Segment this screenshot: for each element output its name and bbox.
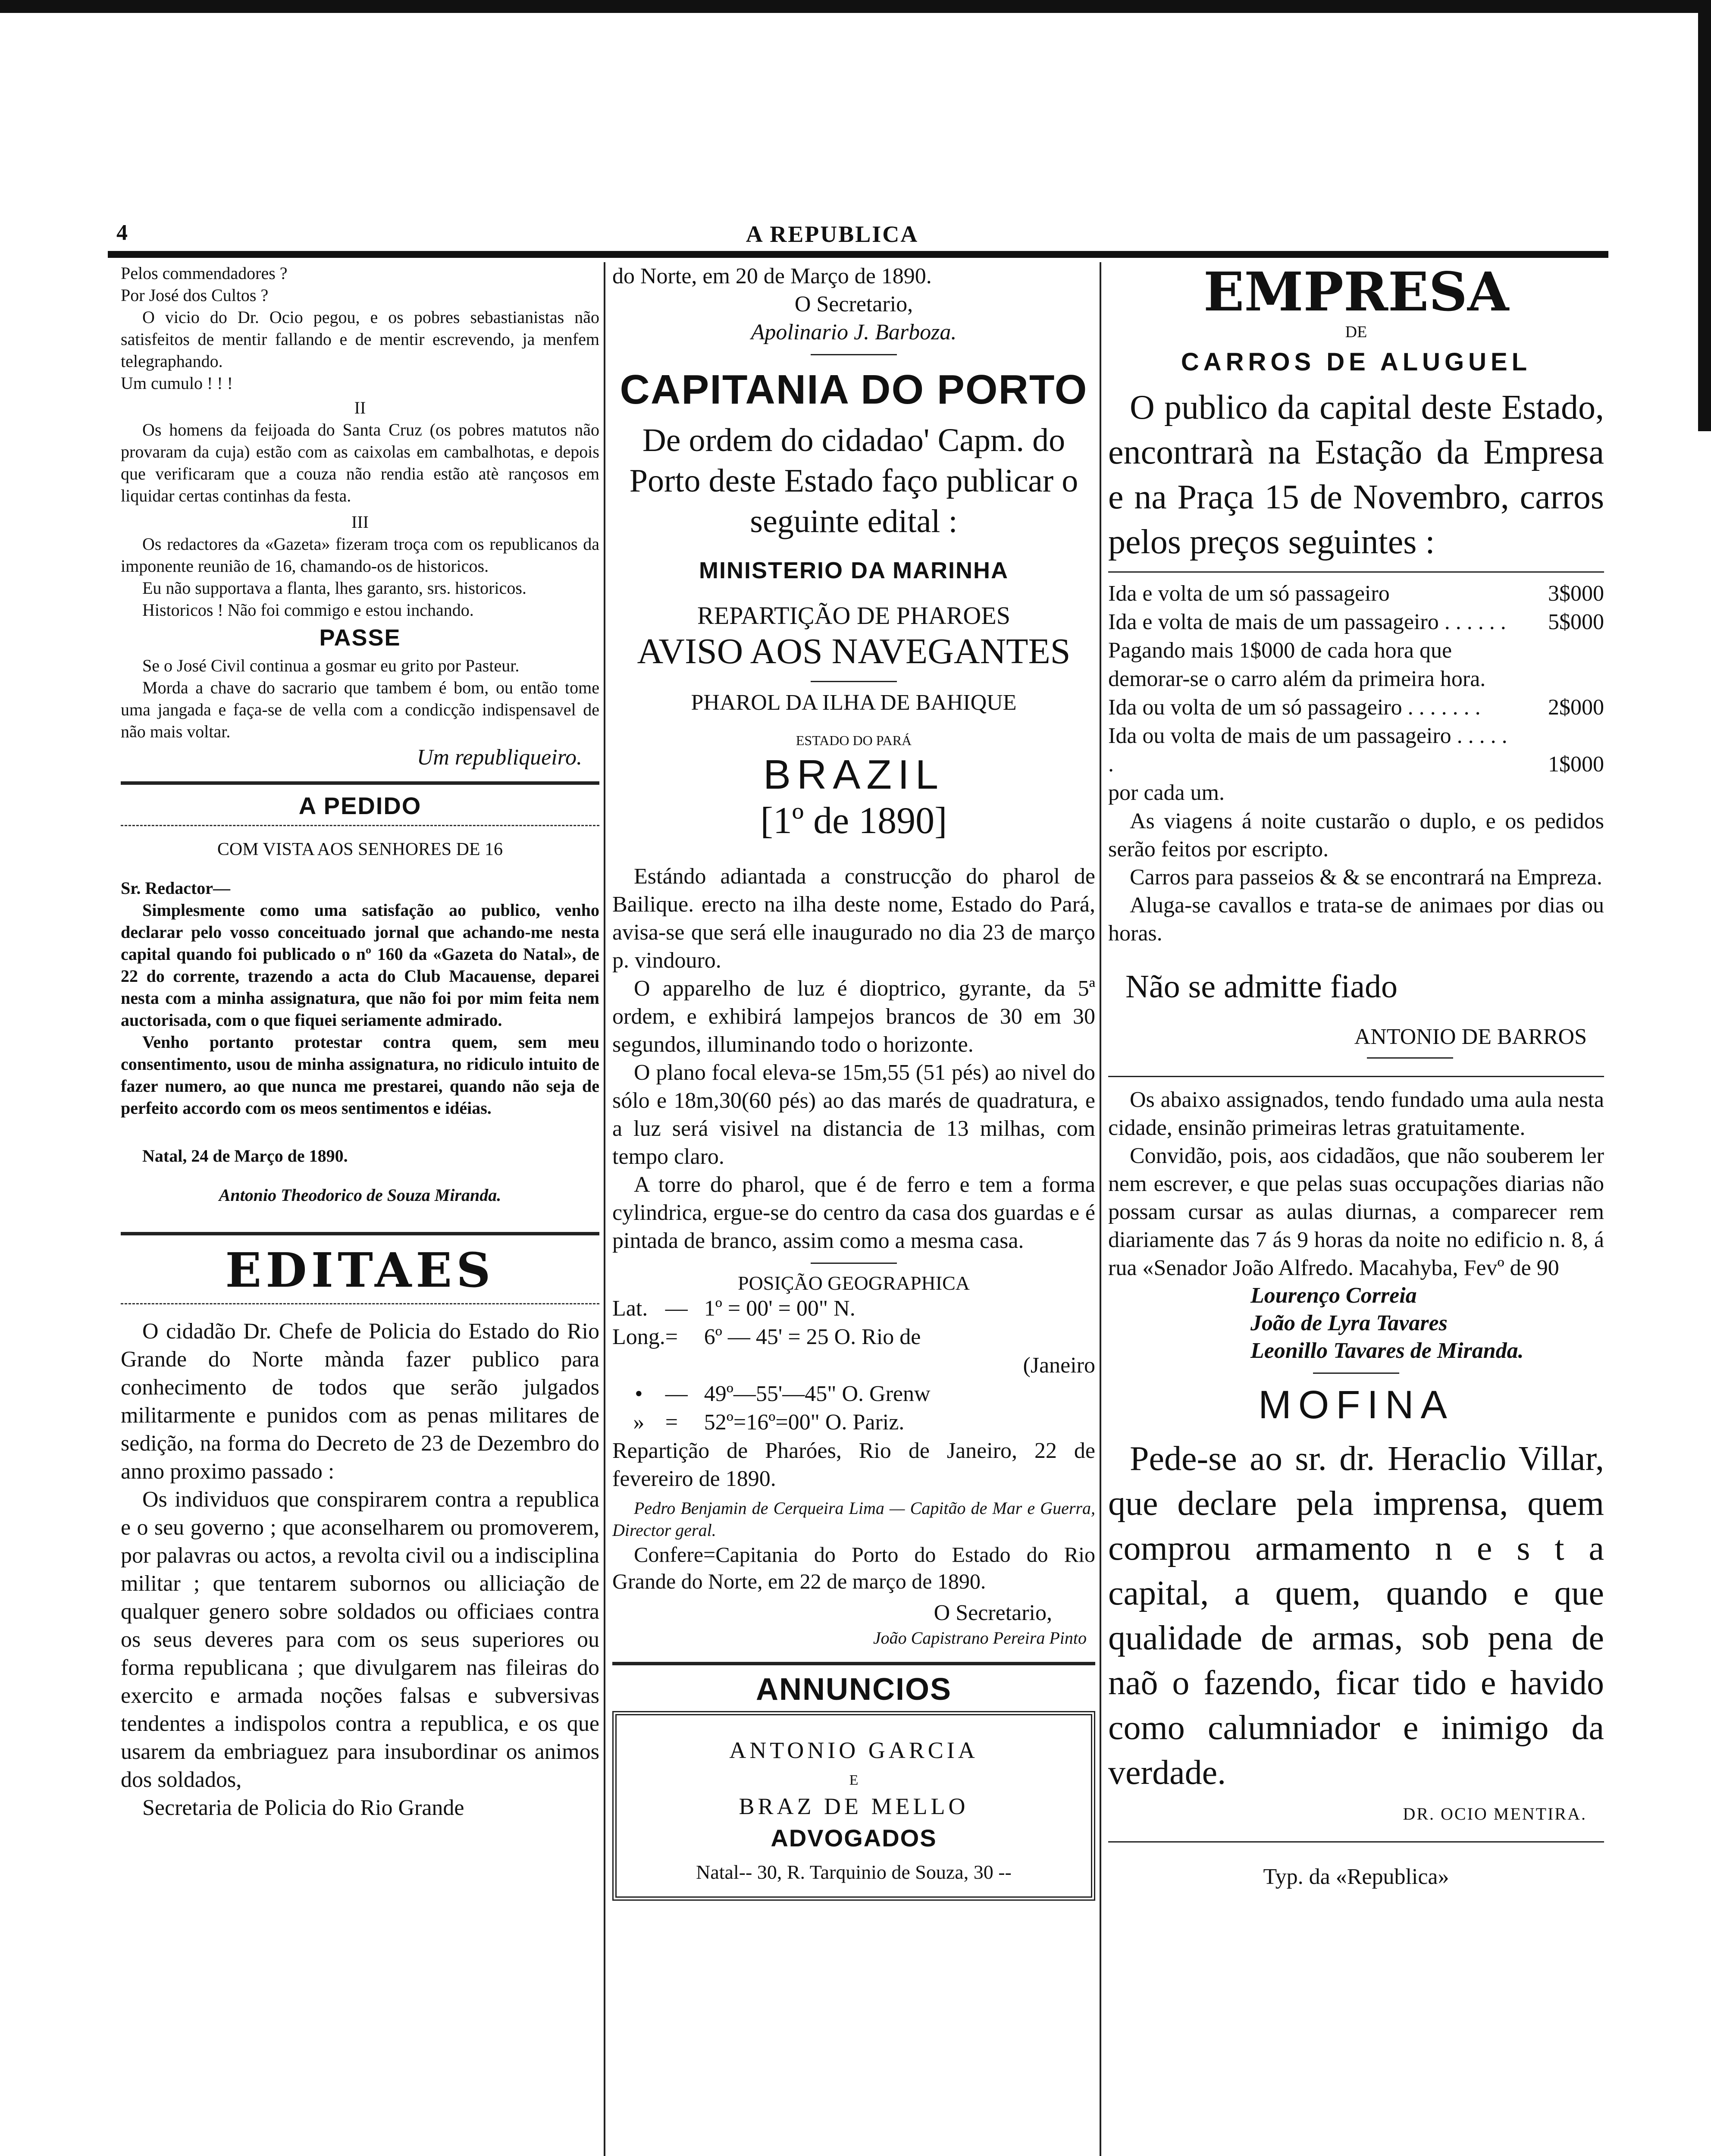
rule <box>1108 1076 1604 1077</box>
price-value: 3$000 <box>1548 581 1604 606</box>
paragraph: O cidadão Dr. Chefe de Policia do Estado do Rio Grande do Norte mànda fazer publico para conhecimento de todos que serão julgados militarmente e punidos com as penas militares de sedição, na forma do Decreto de 23 de Dezembro do anno proximo passado : <box>121 1319 599 1484</box>
paragraph: Simplesmente como uma satisfação ao publico, venho declarar pelo vosso conceituado jornal que achando-me nesta capital quando foi publicado o nº 160 da «Gazeta do Natal», de 22 do corrente, trazendo a acta do Club Macauense, deparei nesta com a minha assignatura, que não foi por mim feita nem auctorisada, com o que fiquei seriamente admirado. <box>121 900 599 1030</box>
rule <box>1108 1841 1604 1843</box>
text-line: O Secretario, <box>934 1601 1052 1625</box>
paragraph: O plano focal eleva-se 15m,55 (51 pés) ao nivel do sólo e 18m,30(60 pés) ao das marés de quadratura, e a luz será visivel na distancia de 13 milhas, com tempo claro. <box>612 1060 1095 1169</box>
column-3 <box>1108 262 1604 2156</box>
section-heading: PASSE <box>319 625 401 651</box>
right-black-border <box>1698 0 1711 431</box>
address: Natal-- 30, R. Tarquinio de Souza, 30 -- <box>696 1861 1012 1883</box>
paragraph: Os abaixo assignados, tendo fundado uma aula nesta cidade, ensinão primeiras letras gratuitamente. <box>1108 1087 1604 1140</box>
advertisement-box <box>612 1711 1095 1901</box>
rule <box>811 1263 897 1264</box>
subheading: BRAZIL <box>763 752 945 798</box>
table-row <box>612 1294 1095 1323</box>
subheading: REPARTIÇÃO DE PHAROES <box>697 602 1010 630</box>
price-label: por cada um. <box>1108 780 1225 805</box>
price-value: 2$000 <box>1548 695 1604 720</box>
paragraph: Pede-se ao sr. dr. Heraclio Villar, que declare pela imprensa, quem comprou armamento n e s t a capital, a quem, quando e que qualidade de armas, sob pena de naõ o fazendo, ficar tido e havido como calumniador e inimigo da verdade. <box>1108 1440 1604 1792</box>
price-table <box>1108 580 1604 807</box>
page-header <box>108 216 1608 250</box>
subheading: MINISTERIO DA MARINHA <box>699 558 1009 583</box>
rule <box>121 1303 599 1304</box>
subheading: COM VISTA AOS SENHORES DE 16 <box>217 840 503 859</box>
price-label: Ida e volta de um só passageiro <box>1108 581 1390 606</box>
paragraph: A torre do pharol, que é de ferro e tem a forma cylindrica, ergue-se do centro da casa dos guardas e é pintada de branco, assim como a mesma casa. <box>612 1172 1095 1253</box>
section-heading: CAPITANIA DO PORTO <box>620 367 1088 413</box>
paragraph: O publico da capital deste Estado, encontrarà na Estação da Empresa e na Praça 15 de Novembro, carros pelos preços seguintes : <box>1108 389 1604 561</box>
subheading: POSIÇÃO GEOGRAPHICA <box>737 1272 970 1294</box>
page-number: 4 <box>116 220 128 245</box>
text-line: do Norte, em 20 de Março de 1890. <box>612 264 932 288</box>
signature: Apolinario J. Barboza. <box>751 320 957 345</box>
table-row <box>612 1380 1095 1408</box>
table-row <box>612 1351 1095 1380</box>
paragraph: Se o José Civil continua a gosmar eu grito por Pasteur. <box>142 656 520 675</box>
text-line: DE <box>1345 323 1367 341</box>
paragraph: De ordem do cidadao' Capm. do Porto deste Estado faço publicar o seguinte edital : <box>629 422 1078 539</box>
table-cell: Lat. <box>612 1296 648 1321</box>
text-line: Um cumulo ! ! ! <box>121 373 233 393</box>
table-cell <box>612 1351 665 1380</box>
price-label: Pagando mais 1$000 de cada hora que demorar-se o carro além da primeira hora. <box>1108 638 1486 691</box>
printer-imprint: Typ. da «Republica» <box>1263 1865 1449 1889</box>
rule <box>121 825 599 826</box>
price-value: 1$000 <box>1548 752 1604 777</box>
column-2 <box>612 262 1095 2156</box>
table-cell: — <box>665 1296 688 1321</box>
column-divider-2 <box>1100 262 1101 2156</box>
profession: ADVOGADOS <box>771 1824 937 1852</box>
table-cell: 52º=16º=00" O. Pariz. <box>704 1410 905 1435</box>
table-cell: 6º — 45' = 25 O. Rio de <box>704 1325 921 1349</box>
price-row <box>1108 779 1604 807</box>
subheading: [1º de 1890] <box>760 800 947 842</box>
table-cell: (Janeiro <box>1023 1353 1095 1378</box>
table-cell: = <box>665 1410 678 1435</box>
rule <box>811 681 897 682</box>
newspaper-title: A REPUBLICA <box>746 221 919 247</box>
table-row <box>612 1323 1095 1351</box>
paragraph: Secretaria de Policia do Rio Grande <box>142 1796 464 1820</box>
paragraph: Estándo adiantada a construcção do pharol de Bailique. erecto na ilha deste nome, Estado do Pará, avisa-se que será elle inaugurado no dia 23 de março p. vindouro. <box>612 864 1095 973</box>
notice: Não se admitte fiado <box>1125 968 1398 1005</box>
signature: Um republiqueiro. <box>417 745 582 770</box>
text-line: Pelos commendadores ? <box>121 263 288 283</box>
header-rule <box>108 251 1608 258</box>
newspaper-page <box>108 216 1608 2156</box>
section-heading: ANNUNCIOS <box>755 1672 952 1707</box>
table-cell: • <box>635 1382 643 1406</box>
advertiser-name: BRAZ DE MELLO <box>739 1793 969 1819</box>
section-heading: MOFINA <box>1258 1383 1454 1427</box>
signature: João Capistrano Pereira Pinto <box>873 1628 1087 1648</box>
text-line: Por José dos Cultos ? <box>121 285 269 305</box>
paragraph: O vicio do Dr. Ocio pegou, e os pobres sebastianistas não satisfeitos de mentir fallando e de mentir escrevendo, ja menfem telegraphando. <box>121 307 599 371</box>
rule <box>121 781 599 785</box>
advertiser-name: ANTONIO GARCIA <box>729 1737 978 1763</box>
price-label: Ida e volta de mais de um passageiro . . . . . . <box>1108 610 1506 634</box>
signer: Lourenço Correia <box>1250 1283 1417 1308</box>
price-value <box>1518 636 1604 693</box>
paragraph: O apparelho de luz é dioptrico, gyrante, da 5ª ordem, e exhibirá lampejos brancos de 30 em 30 segundos, illuminando todo o horizonte. <box>612 976 1095 1057</box>
table-cell: 1º = 00' = 00" N. <box>704 1296 856 1321</box>
paragraph: Confere=Capitania do Porto do Estado do Rio Grande do Norte, em 22 de março de 1890. <box>612 1542 1095 1593</box>
top-black-border <box>0 0 1711 13</box>
coordinates-table <box>612 1294 1095 1437</box>
paragraph: Os individuos que conspirarem contra a republica e o seu governo ; que aconselharem ou promoverem, por palavras ou actos, a revolta civil ou a indisciplina militar ; que tentarem subornos ou alliciação de qualquer genero sobre soldados ou officiaes contra os seus deveres para com os seus superiores ou forma republicana ; que divulgarem nas fileiras do exercito e armada noções falsas e subversivas tendentes a indispolos contra a republica, e os que usarem da embriaguez para insubordinar os animos dos soldados, <box>121 1487 599 1792</box>
section-heading: A PEDIDO <box>298 792 422 819</box>
price-row <box>1108 580 1604 608</box>
column-divider-1 <box>604 262 605 2156</box>
signature: ANTONIO DE BARROS <box>1354 1025 1587 1049</box>
table-cell: » <box>633 1410 645 1435</box>
table-cell: Long. <box>612 1325 665 1349</box>
rule <box>612 1662 1095 1665</box>
rule <box>121 1232 599 1235</box>
paragraph: Convidão, pois, aos cidadãos, que não souberem ler nem escrever, e que pelas suas occupações diarias não possam cursar as aulas diurnas, a comparecer rem diariamente das 7 ás 9 horas da noite no edificio n. 8, á rua «Senador João Alfredo. Macahyba, Fevº de 90 <box>1108 1144 1604 1280</box>
paragraph: Venho portanto protestar contra quem, sem meu consentimento, usou de minha assignatura, no ridiculo intuito de fazer numero, ao que nunca me prestarei, quando não seja de perfeito accordo com os meos sentimentos e idéias. <box>121 1032 599 1118</box>
subheading: PHAROL DA ILHA DE BAHIQUE <box>691 690 1017 715</box>
price-row <box>1108 608 1604 636</box>
paragraph: Os homens da feijoada do Santa Cruz (os pobres matutos não provaram da cuja) estão com as caixolas em cambalhotas, e depois que verificaram que a couza não rendia estão atè rançosos em liquidar certas continhas da festa. <box>121 420 599 505</box>
paragraph: Carros para passeios & & se encontrará na Empreza. <box>1130 865 1602 890</box>
subheading: AVISO AOS NAVEGANTES <box>637 631 1071 671</box>
text-line: ESTADO DO PARÁ <box>796 733 912 748</box>
section-heading: EDITAES <box>225 1242 495 1298</box>
signature: Antonio Theodorico de Souza Miranda. <box>219 1185 501 1205</box>
table-cell: — <box>665 1382 688 1406</box>
rule <box>1108 571 1604 573</box>
signature: DR. OCIO MENTIRA. <box>1403 1804 1587 1824</box>
signer: João de Lyra Tavares <box>1250 1311 1448 1335</box>
rule <box>1313 1373 1399 1374</box>
price-row <box>1108 722 1604 779</box>
section-number: III <box>351 512 369 532</box>
price-label: Ida ou volta de um só passageiro . . . . . . . <box>1108 695 1481 720</box>
signer: Leonillo Tavares de Miranda. <box>1250 1338 1524 1363</box>
paragraph: Eu não supportava a flanta, lhes garanto, srs. historicos. <box>142 578 526 598</box>
text-line: E <box>849 1772 859 1788</box>
table-row <box>612 1408 1095 1437</box>
paragraph: Os redactores da «Gazeta» fizeram troça com os republicanos da imponente reunião de 16, chamando-os de historicos. <box>121 534 599 576</box>
price-value <box>1518 779 1604 807</box>
paragraph: As viagens á noite custarão o duplo, e os pedidos serão feitos por escripto. <box>1108 809 1604 862</box>
rule <box>811 354 897 355</box>
paragraph: Pedro Benjamin de Cerqueira Lima — Capitão de Mar e Guerra, Director geral. <box>612 1498 1095 1540</box>
price-label: Ida ou volta de mais de um passageiro . . . . . . <box>1108 724 1507 777</box>
price-row <box>1108 636 1604 693</box>
section-heading: EMPRESA <box>1203 261 1509 323</box>
salutation: Sr. Redactor— <box>121 878 231 898</box>
price-row <box>1108 693 1604 722</box>
subheading: CARROS DE ALUGUEL <box>1181 348 1532 376</box>
dateline: Natal, 24 de Março de 1890. <box>142 1146 348 1166</box>
paragraph: Morda a chave do sacrario que tambem é bom, ou então tome uma jangada e faça-se de vella com a condicção indispensavel de não mais voltar. <box>121 678 599 741</box>
column-1 <box>121 262 599 2156</box>
paragraph: Historicos ! Não foi commigo e estou inchando. <box>142 600 474 620</box>
text-line: O Secretario, <box>794 292 913 317</box>
table-cell: 49º—55'—45" O. Grenw <box>704 1382 931 1406</box>
paragraph: Aluga-se cavallos e trata-se de animaes por dias ou horas. <box>1108 893 1604 946</box>
rule <box>1367 1057 1453 1059</box>
table-cell <box>665 1351 704 1380</box>
section-number: II <box>354 398 366 417</box>
paragraph: Repartição de Pharóes, Rio de Janeiro, 22 de fevereiro de 1890. <box>612 1438 1095 1491</box>
price-value: 5$000 <box>1548 610 1604 634</box>
table-cell: = <box>665 1325 678 1349</box>
